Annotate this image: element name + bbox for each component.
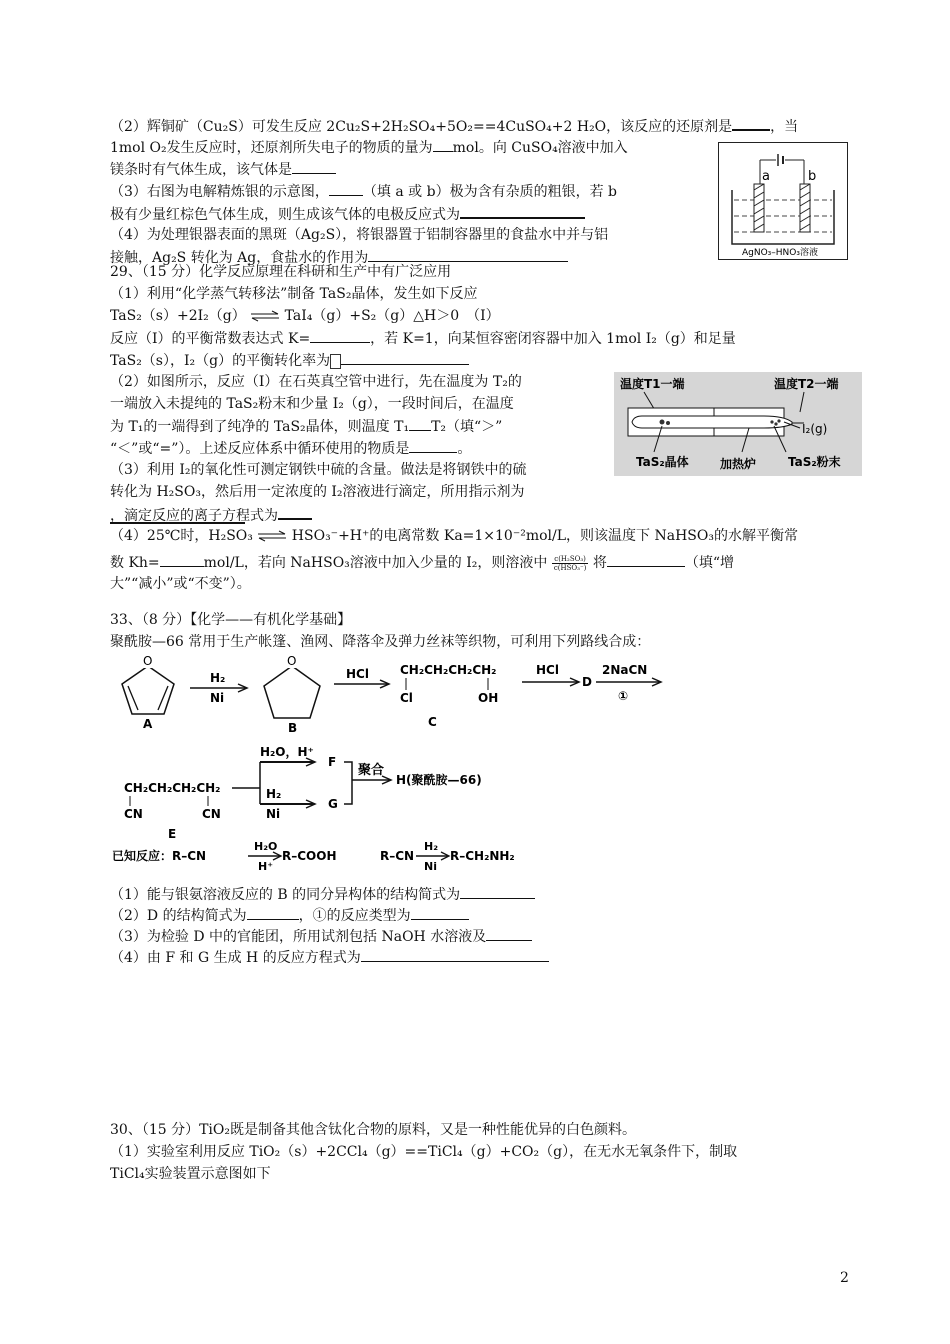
electrode-b-label: b bbox=[808, 169, 817, 184]
blank bbox=[278, 504, 312, 520]
known-product-2: R–CH₂NH₂ bbox=[450, 849, 515, 863]
nacn-label: 2NaCN bbox=[602, 663, 648, 677]
blank bbox=[160, 552, 204, 567]
polymerize-label: 聚合 bbox=[358, 763, 385, 778]
electrode-a-label: a bbox=[762, 169, 770, 184]
known-reagent-top: H₂O bbox=[254, 840, 278, 853]
q29-line-9: （3）利用 I₂的氧化性可测定钢铁中硫的含量。做法是将钢铁中的硫 bbox=[110, 462, 527, 478]
hcl-label: HCl bbox=[536, 663, 559, 677]
compound-f-label: F bbox=[328, 755, 337, 769]
q29-line-14: 数 Kh= mol/L，若向 NaHSO₃溶液中加入少量的 I₂，则溶液中 c(H₂SO₃) c(HSO₃⁻) 将 （填“增 bbox=[110, 552, 734, 573]
blank bbox=[247, 905, 299, 920]
q29-line-13: （4）25℃时，H₂SO₃ HSO₃⁻+H⁺的电离常数 Ka=1×10⁻²mol/L，则该温度下 NaHSO₃的水解平衡常 bbox=[110, 528, 798, 544]
tas2-crystal-label: TaS₂晶体 bbox=[636, 455, 689, 469]
blank bbox=[329, 181, 363, 196]
t1-end-label: 温度T1一端 bbox=[620, 377, 685, 391]
blank bbox=[341, 350, 469, 365]
q33-q2: （2）D 的结构简式为 ，①的反应类型为 bbox=[110, 905, 469, 926]
blank bbox=[409, 416, 431, 431]
q29-line-7: 为 T₁的一端得到了纯净的 TaS₂晶体，则温度 T₁ T₂（填“＞” bbox=[110, 416, 502, 437]
synthesis-scheme bbox=[108, 652, 688, 880]
equilibrium-arrow-icon bbox=[250, 310, 280, 322]
compound-g-label: G bbox=[328, 797, 338, 811]
q29-equation: TaS₂（s）+2I₂（g） TaI₄（g）+S₂（g）△H＞0 （I） bbox=[110, 308, 500, 324]
compound-d-label: D bbox=[582, 675, 592, 689]
q29-line-1: （1）利用“化学蒸气转移法”制备 TaS₂晶体，发生如下反应 bbox=[110, 286, 478, 302]
blank bbox=[486, 926, 532, 941]
ratio-fraction: c(H₂SO₃) c(HSO₃⁻) bbox=[553, 554, 587, 572]
blank bbox=[411, 905, 469, 920]
compound-c-label: C bbox=[428, 715, 437, 729]
q29-line-10: 转化为 H₂SO₃，然后用一定浓度的 I₂溶液进行滴定，所用指示剂为 bbox=[110, 484, 525, 500]
blank bbox=[433, 137, 453, 152]
h2-label: H₂ bbox=[266, 787, 282, 801]
known-reagent-bottom: H⁺ bbox=[258, 860, 274, 873]
q28-line-2: 1mol O₂发生反应时，还原剂所失电子的物质的量为 mol。向 CuSO₄溶液中加入 bbox=[110, 137, 628, 158]
e-chain-label: CH₂CH₂CH₂CH₂ bbox=[124, 781, 221, 795]
h2-label: H₂ bbox=[424, 840, 439, 853]
cn-label: CN bbox=[124, 807, 143, 821]
hcl-label: HCl bbox=[346, 667, 369, 681]
blank bbox=[368, 247, 568, 262]
q29-line-3: 反应（I）的平衡常数表达式 K= ，若 K=1，向某恒容密闭容器中加入 1mol I₂（g）和足量 bbox=[110, 328, 736, 349]
q28-line-4: （3）右图为电解精炼银的示意图， （填 a 或 b）极为含有杂质的粗银，若 b bbox=[110, 181, 617, 202]
blank bbox=[361, 947, 549, 962]
compound-e-label: E bbox=[168, 827, 177, 841]
q30-line-1: （1）实验室利用反应 TiO₂（s）+2CCl₄（g）==TiCl₄（g）+CO₂（g），在无水无氧条件下，制取 bbox=[110, 1144, 738, 1160]
q29-line-8: “＜”或“=”）。上述反应体系中循环使用的物质是 。 bbox=[110, 438, 471, 459]
blank bbox=[460, 203, 585, 219]
q30-line-2: TiCl₄实验装置示意图如下 bbox=[110, 1166, 271, 1182]
q30-title: 30、（15 分）TiO₂既是制备其他含钛化合物的原料，又是一种性能优异的白色颜料。 bbox=[110, 1122, 636, 1138]
solution-caption: AgNO₃–HNO₃溶液 bbox=[742, 248, 818, 258]
q28-line-5: 极有少量红棕色气体生成，则生成该气体的电极反应式为 bbox=[110, 203, 585, 225]
step-1-label: ① bbox=[618, 689, 629, 703]
known-product-1: R–COOH bbox=[282, 849, 337, 863]
hydrolysis-label: H₂O，H⁺ bbox=[260, 745, 314, 759]
known-reaction-1: 已知反应：R–CN bbox=[112, 849, 207, 863]
blank bbox=[460, 884, 535, 899]
q33-title: 33、（8 分）【化学——有机化学基础】 bbox=[110, 612, 352, 628]
compound-b-label: B bbox=[288, 721, 298, 735]
q29-line-5: （2）如图所示，反应（I）在石英真空管中进行，先在温度为 T₂的 bbox=[110, 374, 522, 390]
q28-line-1: （2）辉铜矿（Cu₂S）可发生反应 2Cu₂S+2H₂SO₄+5O₂==4CuSO₄+2 H₂O，该反应的还原剂是 ，当 bbox=[110, 115, 798, 137]
i2-gas-label: I₂(g) bbox=[802, 422, 828, 436]
q29-title: 29、（15 分）化学反应原理在科研和生产中有广泛应用 bbox=[110, 264, 452, 280]
q33-q4: （4）由 F 和 G 生成 H 的反应方程式为 bbox=[110, 947, 549, 968]
ni-label: Ni bbox=[424, 860, 437, 873]
page-number: 2 bbox=[840, 1270, 849, 1286]
ni-label: Ni bbox=[210, 691, 225, 705]
ring-o-label: O bbox=[287, 654, 297, 668]
furnace-label: 加热炉 bbox=[720, 457, 757, 471]
q29-line-6: 一端放入未提纯的 TaS₂粉末和少量 I₂（g），一段时间后，在温度 bbox=[110, 396, 514, 412]
h2-label: H₂ bbox=[210, 671, 226, 685]
blank bbox=[409, 438, 457, 453]
cn-label: CN bbox=[202, 807, 221, 821]
q28-line-6: （4）为处理银器表面的黑斑（Ag₂S），将银器置于铝制容器里的食盐水中并与铝 bbox=[110, 227, 609, 243]
q29-line-11: ，滴定反应的离子方程式为 bbox=[110, 504, 312, 526]
oh-label: OH bbox=[478, 691, 499, 705]
equilibrium-arrow-icon bbox=[257, 530, 287, 542]
answer-line bbox=[110, 522, 245, 524]
compound-a-label: A bbox=[143, 717, 153, 731]
q28-line-7: 接触，Ag₂S 转化为 Ag，食盐水的作用为 bbox=[110, 247, 568, 268]
q28-line-3: 镁条时有气体生成，该气体是 bbox=[110, 159, 336, 180]
electrolysis-figure bbox=[718, 142, 848, 260]
q29-line-15: 大”“减小”或“不变”）。 bbox=[110, 576, 251, 592]
q33-intro: 聚酰胺—66 常用于生产帐篷、渔网、降落伞及弹力丝袜等织物，可利用下列路线合成： bbox=[110, 634, 651, 650]
blank bbox=[310, 328, 370, 343]
q33-q1: （1）能与银氨溶液反应的 B 的同分异构体的结构简式为 bbox=[110, 884, 535, 905]
compound-h-label: H(聚酰胺—66) bbox=[396, 773, 482, 787]
ni-label: Ni bbox=[266, 807, 281, 821]
blank bbox=[607, 552, 685, 567]
tas2-powder-label: TaS₂粉末 bbox=[788, 455, 841, 469]
q29-line-4: TaS₂（s），I₂（g）的平衡转化率为 bbox=[110, 350, 469, 371]
quartz-tube-figure bbox=[614, 372, 862, 476]
cl-label: Cl bbox=[400, 691, 413, 705]
blank bbox=[292, 159, 336, 174]
ring-o-label: O bbox=[143, 654, 153, 668]
t2-end-label: 温度T2一端 bbox=[774, 377, 839, 391]
c-chain-label: CH₂CH₂CH₂CH₂ bbox=[400, 663, 497, 677]
q33-q3: （3）为检验 D 中的官能团，所用试剂包括 NaOH 水溶液及 bbox=[110, 926, 532, 947]
known-reaction-2: R–CN bbox=[380, 849, 415, 863]
blank bbox=[732, 115, 770, 131]
box-mark bbox=[330, 354, 341, 369]
